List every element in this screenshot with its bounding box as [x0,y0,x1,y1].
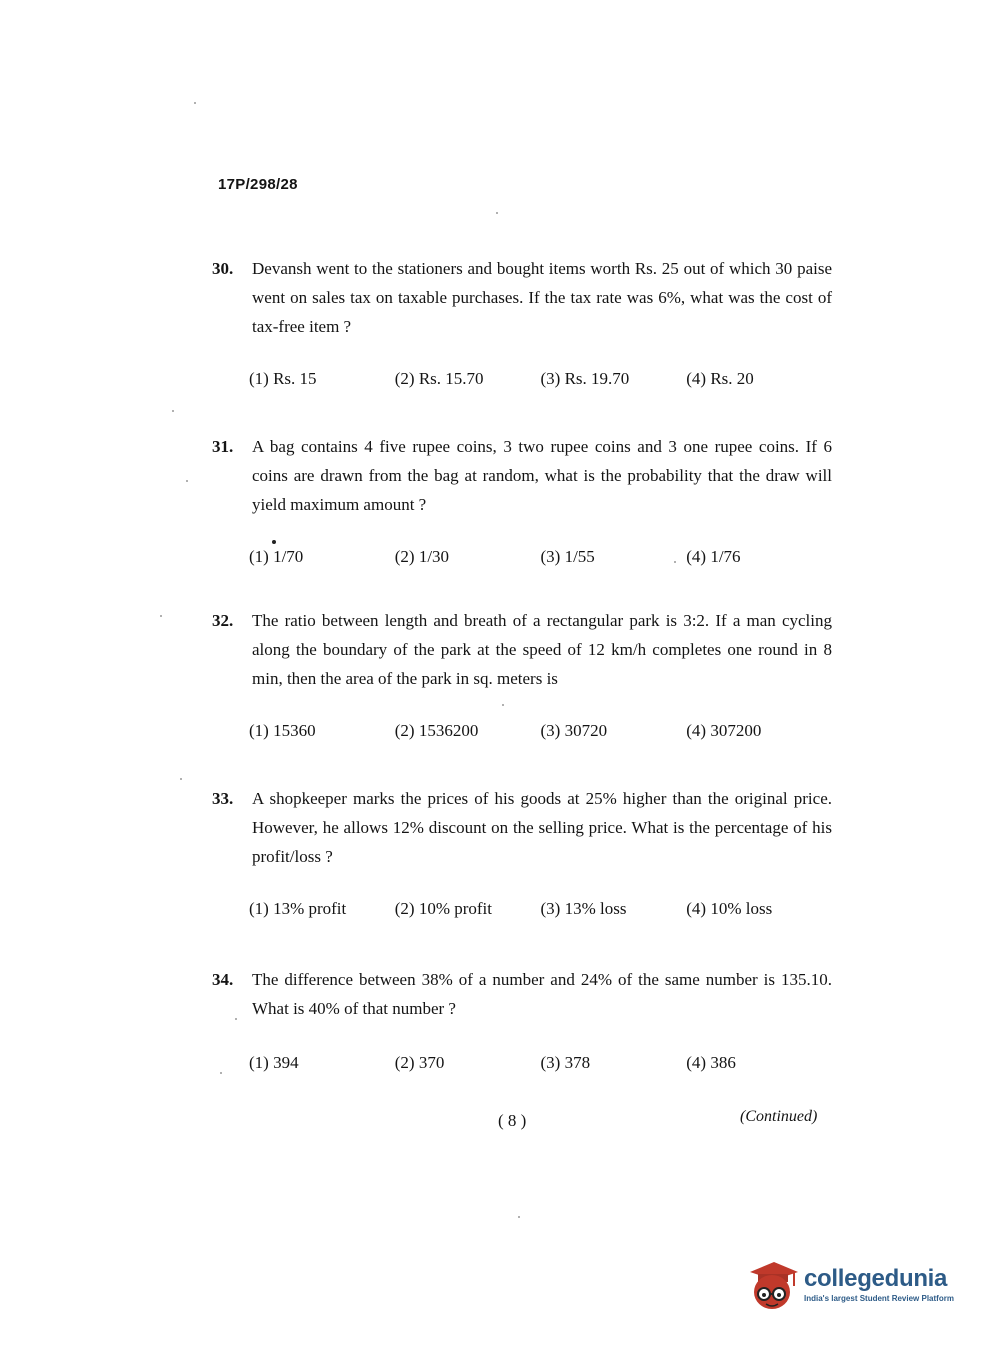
question-32 [212,606,832,741]
option-4: (4) Rs. 20 [686,369,754,388]
scan-speck [235,1018,237,1020]
logo-text [804,1266,954,1303]
option-4: (4) 1/76 [686,547,741,566]
scan-speck [502,704,504,706]
question-text: The ratio between length and breath of a rectangular park is 3:2. If a man cycling along the boundary of the park at the speed of 12 km/h completes one round in 8 min, then the area of the park in sq. meters is [252,611,832,688]
option-1: (1) 1/70 [249,547,304,566]
question-30 [212,254,832,389]
scan-speck [518,1216,520,1218]
option-1: (1) 13% profit [249,899,347,918]
question-number: 34. [212,970,234,989]
question-number: 30. [212,259,234,278]
question-number: 32. [212,611,234,630]
question-text: The difference between 38% of a number and 24% of the same number is 135.10. What is 40% of that number ? [252,970,832,1018]
option-2: (2) 370 [394,1053,445,1072]
options-row [249,1053,832,1073]
option-2: (2) 1/30 [394,547,450,566]
student-mascot-icon [744,1254,800,1314]
options-row [249,369,832,389]
question-31 [212,432,832,567]
options-row [249,899,832,919]
option-1: (1) 394 [249,1053,299,1072]
question-34 [212,965,832,1073]
question-text: Devansh went to the stationers and bought items worth Rs. 25 out of which 30 paise went on sales tax on taxable purchases. If the tax rate was 6%, what was the cost of tax-free item ? [252,259,832,336]
continued-label: (Continued) [740,1108,818,1125]
question-number: 33. [212,789,234,808]
scan-speck [172,410,174,412]
option-4: (4) 386 [686,1053,736,1072]
page-number: ( 8 ) [498,1111,527,1130]
option-2: (2) 1536200 [394,721,479,740]
scan-speck [272,540,276,544]
option-2: (2) 10% profit [394,899,493,918]
scan-speck [186,480,188,482]
question-number: 31. [212,437,234,456]
option-3: (3) 1/55 [540,547,595,566]
question-33 [212,784,832,919]
option-3: (3) 378 [540,1053,591,1072]
page-code: 17P/298/28 [218,176,298,193]
option-3: (3) 30720 [540,721,608,740]
option-3: (3) Rs. 19.70 [540,369,630,388]
option-4: (4) 10% loss [686,899,773,918]
options-row [249,721,832,741]
option-1: (1) Rs. 15 [249,369,317,388]
scan-speck [674,561,676,563]
question-text: A bag contains 4 five rupee coins, 3 two rupee coins and 3 one rupee coins. If 6 coins are drawn from the bag at random, what is the probability that the draw will yield maximum amount ? [252,437,832,514]
scan-speck [220,1072,222,1074]
options-row [249,547,832,567]
scan-speck [180,778,182,780]
question-text: A shopkeeper marks the prices of his goods at 25% higher than the original price. However, he allows 12% discount on the selling price. What is the percentage of his profit/loss ? [252,789,832,866]
option-4: (4) 307200 [686,721,762,740]
option-2: (2) Rs. 15.70 [394,369,484,388]
scan-speck [496,212,498,214]
collegedunia-logo [744,1254,976,1314]
option-1: (1) 15360 [249,721,316,740]
brand-name: collegedunia [804,1264,948,1292]
option-3: (3) 13% loss [540,899,627,918]
brand-tagline: India's largest Student Review Platform [804,1293,954,1303]
scan-speck [160,615,162,617]
scan-speck [194,102,196,104]
